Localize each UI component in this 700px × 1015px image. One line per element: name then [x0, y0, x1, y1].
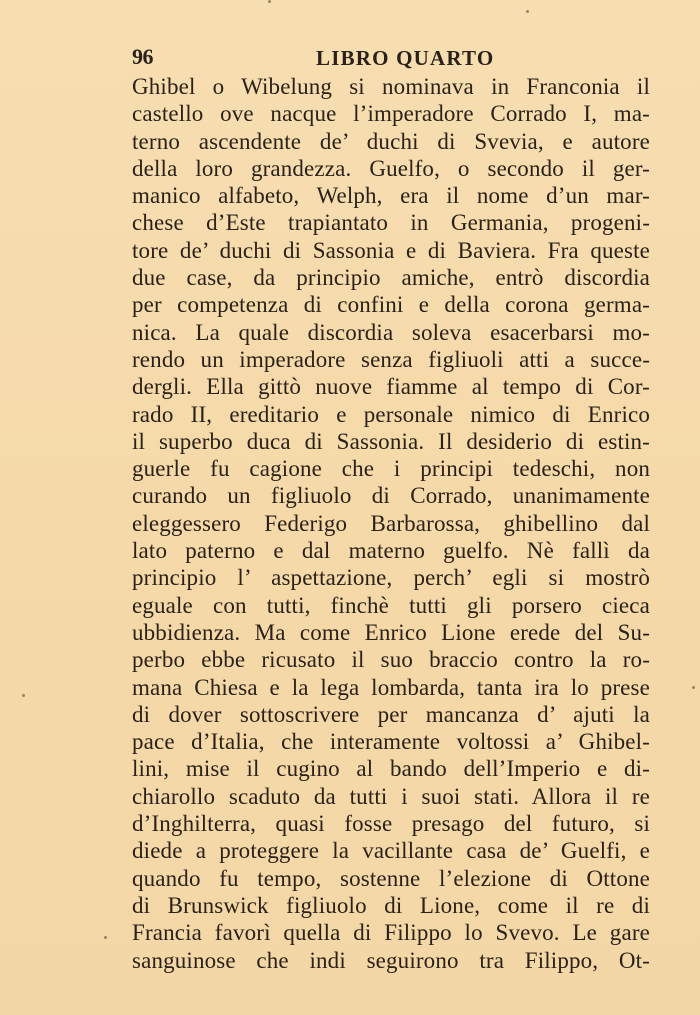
text-line: rado II, ereditario e personale nimico di Enrico — [132, 401, 650, 427]
text-line: il superbo duca di Sassonia. Il desiderio di estin- — [132, 428, 650, 454]
running-title: LIBRO QUARTO — [316, 46, 495, 70]
text-line: Ghibel o Wibelung si nominava in Franconia il — [132, 74, 650, 99]
text-line: chiarollo scaduto da tutti i suoi stati. Allora il re — [132, 783, 650, 809]
text-line: rendo un imperadore senza figliuoli atti a succe- — [132, 346, 650, 372]
page-header — [132, 44, 650, 74]
text-line: per competenza di confini e della corona germa- — [132, 292, 650, 318]
text-line: della loro grandezza. Guelfo, o secondo il ger- — [132, 155, 650, 181]
text-line: due case, da principio amiche, entrò discordia — [132, 265, 650, 291]
text-line: quando fu tempo, sostenne l’elezione di Ottone — [132, 865, 650, 891]
text-line: eguale con tutti, finchè tutti gli porsero cieca — [132, 592, 650, 618]
text-line: principio l’ aspettazione, perch’ egli si mostrò — [132, 565, 650, 591]
text-line: Francia favorì quella di Filippo lo Svevo. Le gare — [132, 920, 650, 946]
text-line: lini, mise il cugino al bando dell’Imperio e di- — [132, 756, 650, 782]
text-line: perbo ebbe ricusato il suo braccio contro la ro- — [132, 647, 650, 673]
text-line: d’Inghilterra, quasi fosse presago del futuro, si — [132, 811, 650, 837]
text-line: lato paterno e dal materno guelfo. Nè fallì da — [132, 538, 650, 564]
text-line: di Brunswick figliuolo di Lione, come il re di — [132, 892, 650, 918]
paper-speck — [268, 0, 271, 3]
text-line: nica. La quale discordia soleva esacerbarsi mo- — [132, 319, 650, 345]
text-line: curando un figliuolo di Corrado, unanimamente — [132, 483, 650, 509]
text-line: dergli. Ella gittò nuove fiamme al tempo di Cor- — [132, 374, 650, 400]
text-line: diede a proteggere la vacillante casa de’ Guelfi, e — [132, 838, 650, 864]
page-number: 96 — [132, 44, 153, 69]
text-line: eleggessero Federigo Barbarossa, ghibellino dal — [132, 510, 650, 536]
paper-speck — [692, 686, 695, 689]
paper-speck — [526, 10, 529, 13]
body-text — [132, 73, 650, 974]
text-line: castello ove nacque l’imperadore Corrado I, ma- — [132, 101, 650, 127]
paper-speck — [104, 936, 107, 939]
text-line: sanguinose che indi seguirono tra Filippo, Ot- — [132, 947, 650, 973]
text-line: ubbidienza. Ma come Enrico Lione erede del Su- — [132, 619, 650, 645]
text-line: manico alfabeto, Welph, era il nome d’un mar- — [132, 183, 650, 209]
paper-speck — [22, 694, 25, 697]
text-line: guerle fu cagione che i principi tedeschi, non — [132, 456, 650, 482]
text-line: pace d’Italia, che interamente voltossi a’ Ghibel- — [132, 729, 650, 755]
text-line: terno ascendente de’ duchi di Svevia, e autore — [132, 128, 650, 154]
text-line: chese d’Este trapiantato in Germania, progeni- — [132, 210, 650, 236]
text-line: mana Chiesa e la lega lombarda, tanta ira lo prese — [132, 674, 650, 700]
text-line: tore de’ duchi di Sassonia e di Baviera. Fra queste — [132, 237, 650, 263]
text-line: di dover sottoscrivere per mancanza d’ ajuti la — [132, 701, 650, 727]
